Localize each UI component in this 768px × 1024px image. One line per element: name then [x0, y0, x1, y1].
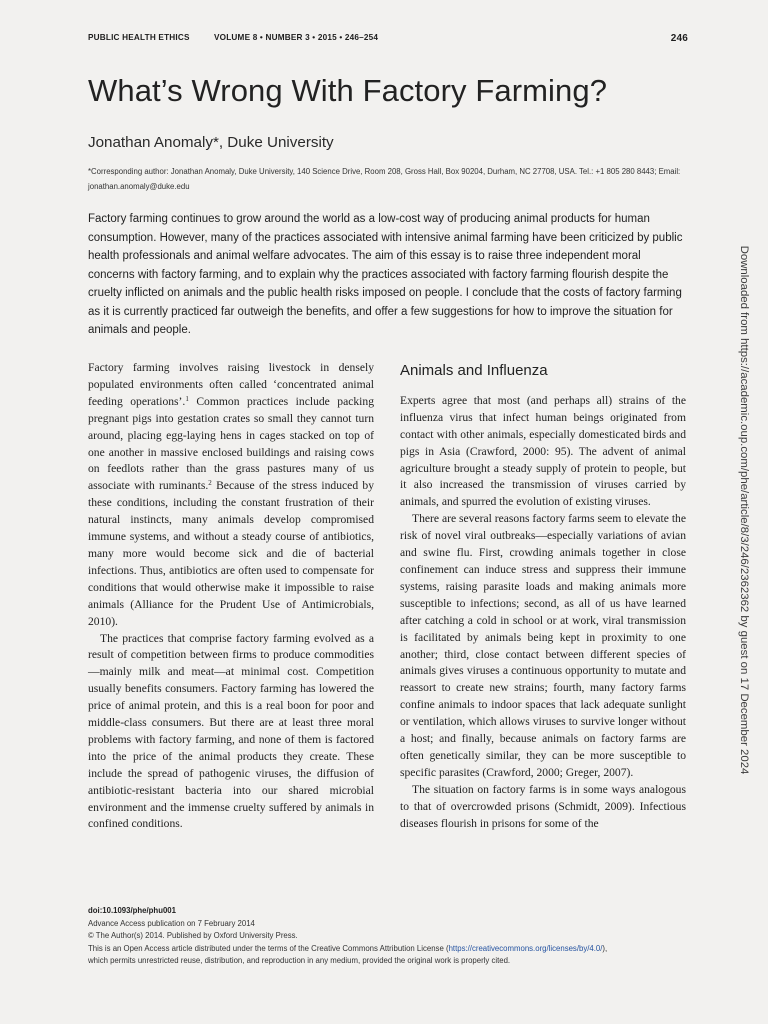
- page-number: 246: [670, 33, 688, 44]
- license-line: [88, 943, 688, 956]
- license-line-2: which permits unrestricted reuse, distribution, and reproduction in any medium, provided the original work is properly cited.: [88, 956, 511, 966]
- author-line: Jonathan Anomaly*, Duke University: [88, 134, 334, 151]
- abstract-text: Factory farming continues to grow around the world as a low-cost way of producing animal products for human consumption. However, many of the practices associated with intensive animal farming have been criticized by public health professionals and animal welfare advocates. The aim of this essay is to raise three independent moral concerns with factory farming, and to explain why the practices associated with factory farming flourish despite the cruelty inflicted on animals and the public health risks imposed on people. I conclude that the costs of factory farming as it is currently practiced far outweigh the benefits, and offer a few suggestions for how to improve the situation for animals and people.: [88, 213, 683, 336]
- license-text: This is an Open Access article distributed under the terms of the Creative Commons Attribution License (: [88, 943, 449, 953]
- body-paragraph-1: [88, 360, 374, 631]
- license-link[interactable]: https://creativecommons.org/licenses/by/4.0/: [448, 943, 603, 953]
- right-column: [400, 363, 686, 832]
- license-text: ),: [602, 943, 608, 953]
- left-column: [88, 360, 374, 833]
- paragraph-text: Common practices include packing pregnant pigs into gestation crates so small they cannot turn around, placing egg-laying hens in cages stacked on top of one another in massive enclosed buildings and raising cows on feedlots rather than the grass pastures many of us associate with ruminants.: [88, 394, 375, 493]
- journal-name: PUBLIC HEALTH ETHICS: [88, 33, 190, 42]
- body-paragraph-2: The practices that comprise factory farming evolved as a result of competition between firms to produce commodities—mainly milk and meat—at minimal cost. Competition usually benefits consumers. Factory farming has lowered the price of animal protein, and this is a real boon for poor and middle-class consumers. But there are at least three moral problems with factory farming, and none of them is factored into the price of the animal products they create. These include the spread of pathogenic viruses, the diffusion of antibiotic-resistant bacteria into our shared microbial environment and the immense cruelty suffered by animals in confined conditions.: [88, 631, 374, 831]
- footnote-ref-1[interactable]: 1: [185, 394, 189, 403]
- running-header: [88, 33, 688, 47]
- correspondence-note: *Corresponding author: Jonathan Anomaly, Duke University, 140 Science Drive, Room 208, Gross Hall, Box 90204, Durham, NC 27708, USA. Tel.: +1 805 280 8443; Email: jonathan.anomaly@duke.edu: [88, 167, 681, 191]
- advance-access-note: Advance Access publication on 7 February 2014: [88, 918, 255, 928]
- journal-issue-info: VOLUME 8 • NUMBER 3 • 2015 • 246–254: [214, 33, 379, 42]
- download-watermark-text: Downloaded from https://academic.oup.com/phe/article/8/3/246/2362362 by guest on 17 December 2024: [738, 245, 750, 775]
- article-title: What’s Wrong With Factory Farming?: [88, 73, 608, 108]
- paragraph-text: Because of the stress induced by these conditions, including the constant frustration of their natural instincts, many animals develop compromised immune systems, and without a steady course of antibiotics, many more would become sick and die of bacterial infections. Thus, antibiotics are often used to compensate for conditions that would otherwise make it impossible to raise animals (Alliance for the Prudent Use of Antimicrobials, 2010).: [88, 479, 374, 628]
- paragraph-text: Factory farming involves raising livestock in densely populated environments often called ‘concentrated animal feeding operations’.: [88, 361, 374, 408]
- section-heading: Animals and Influenza: [400, 362, 548, 379]
- footnote-ref-2[interactable]: 2: [208, 479, 212, 488]
- doi[interactable]: doi:10.1093/phe/phu001: [88, 906, 176, 915]
- body-paragraph-3: Experts agree that most (and perhaps all) strains of the influenza virus that infect human beings originated from contact with other animals, especially domesticated birds and pigs in Asia (Crawford, 2000: 95). The advent of animal agriculture brought a steady supply of protein to people, but it also increased the transmission of viruses carried by animals, and spurred the evolution of existing viruses.: [400, 393, 686, 509]
- article-footer: [88, 905, 688, 968]
- body-paragraph-4: There are several reasons factory farms seem to elevate the risk of novel viral outbreaks—especially variations of avian and swine flu. First, crowding animals together in close confinement can induce stress and suppress their immune systems, raising parasite loads and making animals more susceptible to infections; second, as all of us have learned after catching a cold in school or at work, viral transmission is facilitated by animals being kept in proximity to one another; third, close contact between different species of animals gives viruses a continuous opportunity to mutate and reassort to create new strains; fourth, many factory farms confine animals to indoor spaces that lack adequate sunlight or ventilation, which allows viruses to survive longer without a host; and finally, because animals on factory farms are often genetically similar, they can be more susceptible to specific parasites (Crawford, 2000; Greger, 2007).: [400, 512, 686, 779]
- copyright-note: © The Author(s) 2014. Published by Oxford University Press.: [88, 931, 298, 941]
- body-paragraph-5: The situation on factory farms is in some ways analogous to that of overcrowded prisons (Schmidt, 2009). Infectious diseases flourish in prisons for some of the: [400, 782, 686, 830]
- abstract: [88, 210, 690, 340]
